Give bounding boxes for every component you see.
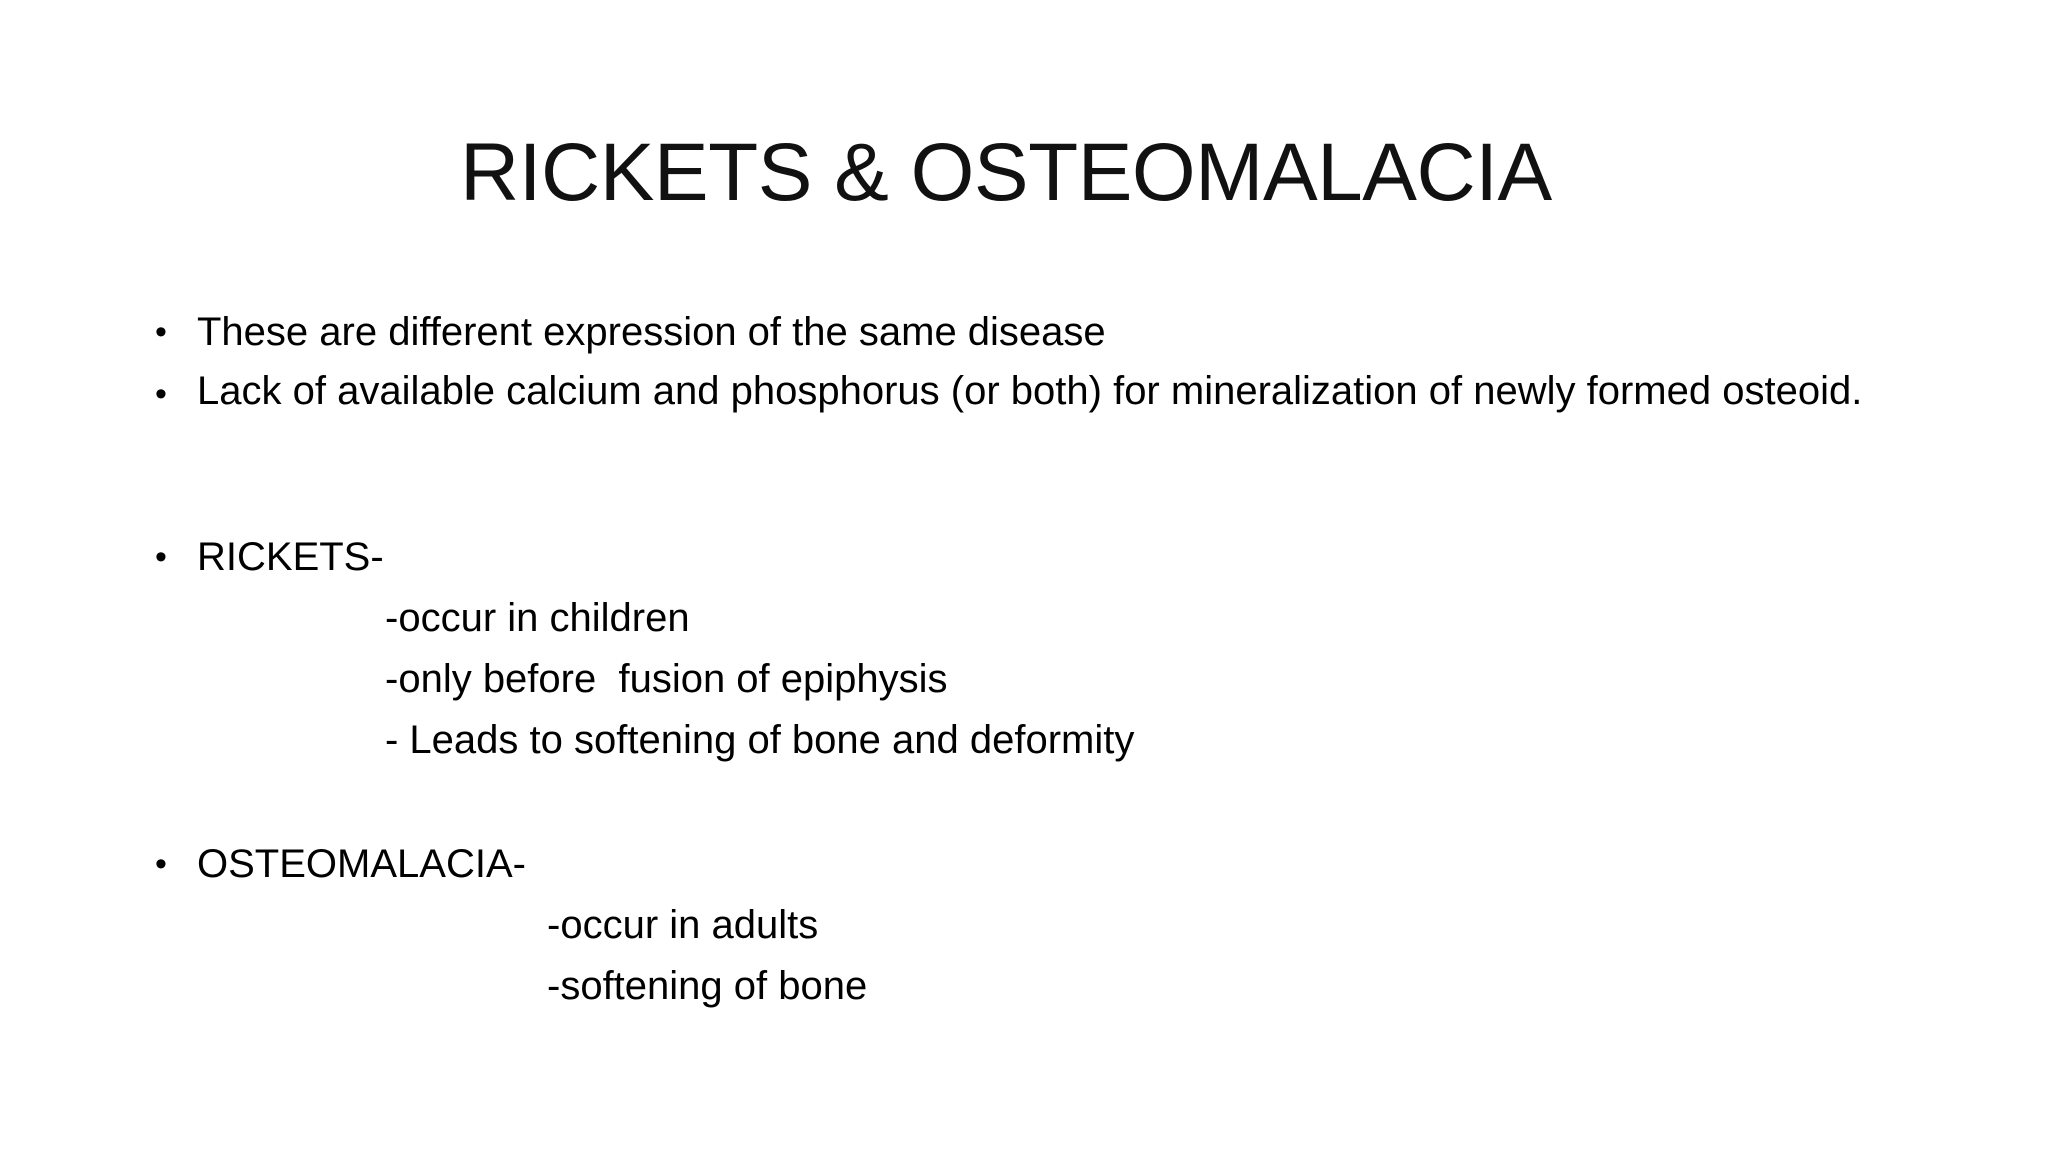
bullet-dot-icon: •: [155, 375, 167, 413]
bullet-dot-icon: •: [155, 538, 167, 576]
bullet-text: Lack of available calcium and phosphorus (or both) for mineralization of newly formed osteoid.: [197, 369, 1863, 413]
bullet-text: These are different expression of the same disease: [197, 310, 1106, 354]
bullet-text: OSTEOMALACIA-: [197, 842, 526, 886]
sub-item: -only before fusion of epiphysis: [385, 657, 948, 701]
sub-item: -occur in children: [385, 596, 690, 640]
sub-item: -occur in adults: [547, 903, 819, 947]
bullet-dot-icon: •: [155, 313, 167, 351]
bullet-dot-icon: •: [155, 845, 167, 883]
sub-item: -softening of bone: [547, 964, 868, 1008]
bullet-text: RICKETS-: [197, 535, 384, 579]
slide-title: RICKETS & OSTEOMALACIA: [460, 127, 1552, 218]
sub-item: - Leads to softening of bone and deformity: [385, 718, 1135, 762]
